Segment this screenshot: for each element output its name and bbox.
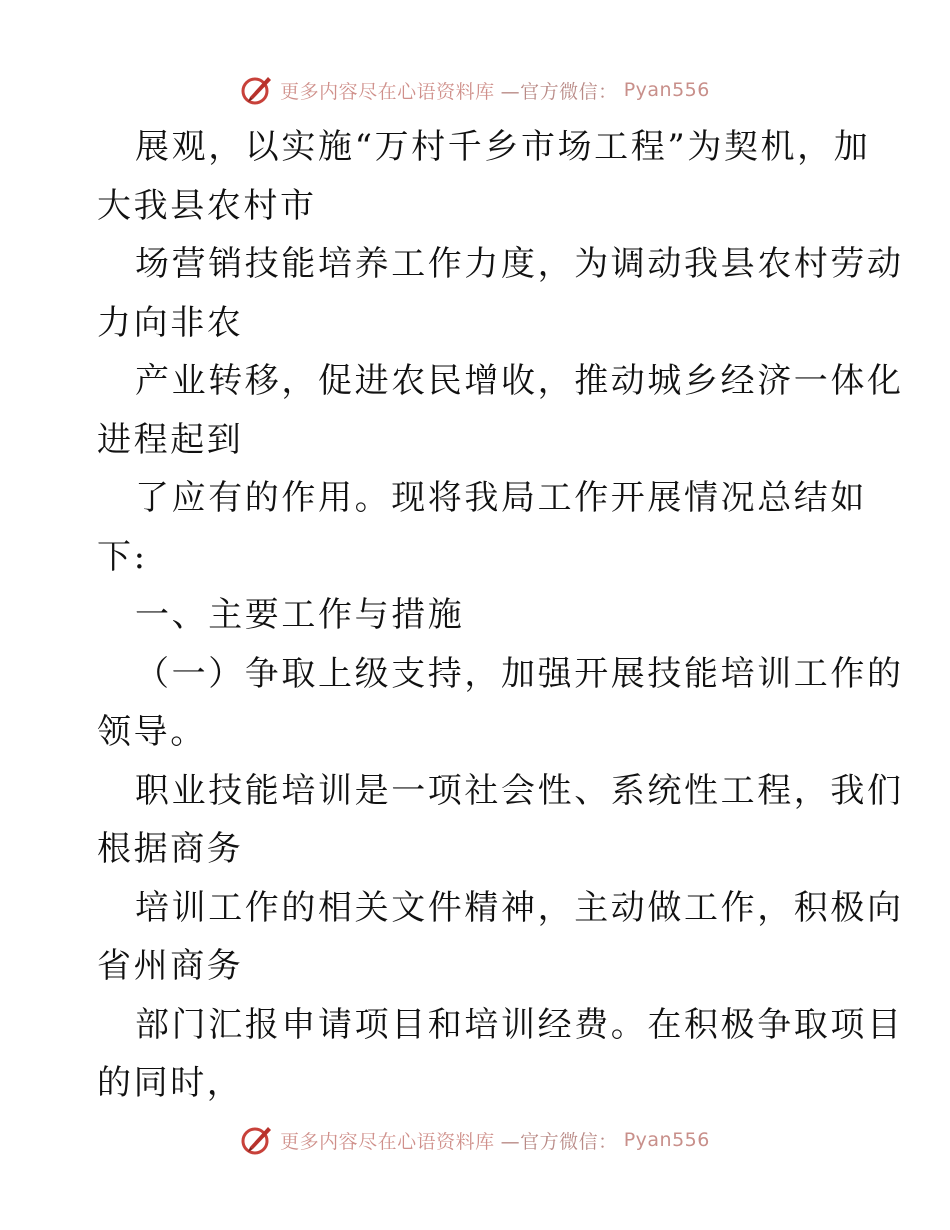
- watermark-site-text: 更多内容尽在心语资料库: [280, 80, 495, 103]
- paragraph-line: 培训工作的相关文件精神，主动做工作，积极向: [135, 887, 904, 928]
- paragraph-line: 了应有的作用。现将我局工作开展情况总结如: [135, 478, 867, 518]
- paragraph-line: 进程起到: [97, 419, 244, 460]
- paragraph-line: 力向非农: [97, 302, 244, 343]
- paragraph-line: 大我县农村市: [97, 185, 317, 226]
- paragraph-line: 根据商务: [97, 829, 244, 869]
- header-watermark: [0, 70, 950, 110]
- paragraph-line: 产业转移，促进农民增收，推动城乡经济一体化: [135, 361, 904, 401]
- quill-pen-circle-icon: [240, 1123, 274, 1157]
- paragraph-line: 场营销技能培养工作力度，为调动我县农村劳动: [135, 244, 904, 284]
- paragraph-line: 领导。: [97, 712, 207, 752]
- paragraph-line: 部门汇报申请项目和培训经费。在积极争取项目: [135, 1004, 904, 1045]
- paragraph-line: 展观，以实施“万村千乡市场工程”为契机，加: [135, 127, 871, 167]
- paragraph-line: 的同时，: [97, 1063, 244, 1103]
- document-body: [97, 118, 904, 1113]
- paragraph-line: 职业技能培训是一项社会性、系统性工程，我们: [135, 770, 904, 811]
- quill-pen-circle-icon: [240, 73, 274, 107]
- subsection-heading: （一）争取上级支持，加强开展技能培训工作的: [135, 653, 904, 694]
- section-heading: 一、主要工作与措施: [135, 595, 465, 635]
- watermark-wechat-label: —官方微信：: [500, 1130, 618, 1153]
- footer-watermark: [0, 1120, 950, 1160]
- watermark-wechat-id: Pyan556: [623, 79, 710, 101]
- watermark-site-text: 更多内容尽在心语资料库: [280, 1130, 495, 1153]
- paragraph-line: 省州商务: [97, 946, 244, 986]
- watermark-wechat-id: Pyan556: [623, 1129, 710, 1151]
- paragraph-line: 下:: [97, 536, 148, 577]
- watermark-wechat-label: —官方微信：: [500, 80, 618, 103]
